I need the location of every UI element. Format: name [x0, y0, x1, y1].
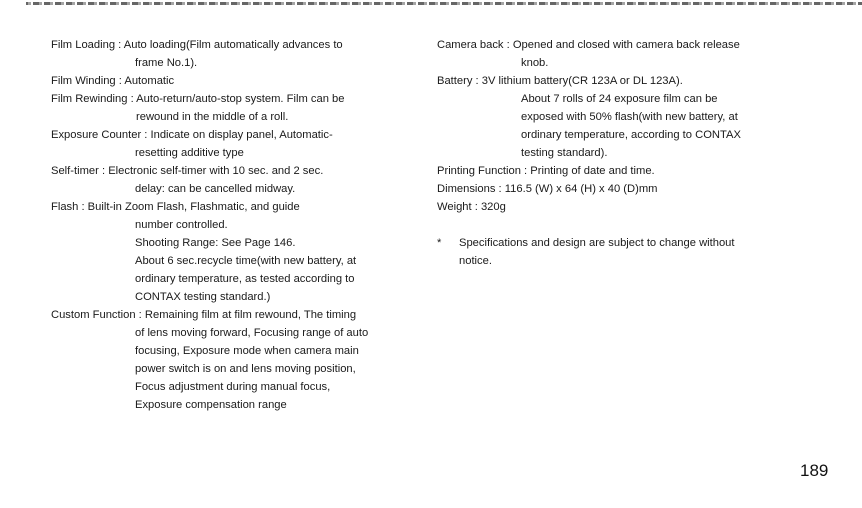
spec-line: ordinary temperature, as tested according to [135, 273, 355, 285]
spec-line: Exposure compensation range [135, 399, 287, 411]
spec-line: frame No.1). [135, 57, 198, 69]
spec-line: Film Rewinding : Auto-return/auto-stop system. Film can be [51, 93, 345, 105]
left-spec-column [51, 36, 401, 414]
spec-line: of lens moving forward, Focusing range of auto [135, 327, 369, 339]
spec-flash [51, 198, 401, 306]
specification-note [437, 234, 807, 270]
spec-exposure-counter [51, 126, 401, 162]
right-spec-column [437, 36, 807, 270]
spec-camera-back [437, 36, 807, 72]
spec-line: Weight : 320g [437, 201, 506, 213]
note-line: Specifications and design are subject to change without [459, 237, 735, 249]
spec-film-winding [51, 72, 401, 90]
spec-line: testing standard). [521, 147, 608, 159]
spec-line: knob. [521, 57, 549, 69]
spec-line: Focus adjustment during manual focus, [135, 381, 331, 393]
top-rule [0, 2, 862, 5]
spec-line: resetting additive type [135, 147, 244, 159]
spec-dimensions [437, 180, 807, 198]
spec-line: rewound in the middle of a roll. [136, 111, 289, 123]
page-number: 189 [800, 461, 829, 480]
note-line: notice. [459, 255, 492, 267]
spec-line: number controlled. [135, 219, 228, 231]
spec-line: Film Winding : Automatic [51, 75, 175, 87]
spec-custom-function [51, 306, 401, 414]
spec-line: focusing, Exposure mode when camera main [135, 345, 359, 357]
spec-printing-function [437, 162, 807, 180]
spec-line: Self-timer : Electronic self-timer with 10 sec. and 2 sec. [51, 165, 324, 177]
spec-line: Flash : Built-in Zoom Flash, Flashmatic, and guide [51, 201, 300, 213]
spec-line: Dimensions : 116.5 (W) x 64 (H) x 40 (D)mm [437, 183, 658, 195]
spec-line: Camera back : Opened and closed with camera back release [437, 39, 740, 51]
note-bullet: * [437, 237, 442, 249]
spec-line: About 6 sec.recycle time(with new battery, at [135, 255, 357, 267]
spec-self-timer [51, 162, 401, 198]
spec-line: Film Loading : Auto loading(Film automatically advances to [51, 39, 343, 51]
spec-line: Printing Function : Printing of date and time. [437, 165, 655, 177]
spec-line: delay: can be cancelled midway. [135, 183, 296, 195]
spec-weight [437, 198, 807, 216]
spec-battery [437, 72, 807, 162]
spec-line: CONTAX testing standard.) [135, 291, 271, 303]
spec-film-rewinding [51, 90, 401, 126]
spec-line: ordinary temperature, according to CONTAX [521, 129, 741, 141]
spec-line: Custom Function : Remaining film at film rewound, The timing [51, 309, 357, 321]
spec-line: Battery : 3V lithium battery(CR 123A or DL 123A). [437, 75, 683, 87]
spec-line: power switch is on and lens moving position, [135, 363, 356, 375]
spec-line: Shooting Range: See Page 146. [135, 237, 296, 249]
spec-line: About 7 rolls of 24 exposure film can be [521, 93, 718, 105]
spec-line: Exposure Counter : Indicate on display panel, Automatic- [51, 129, 333, 141]
spec-film-loading [51, 36, 401, 72]
spec-line: exposed with 50% flash(with new battery, at [521, 111, 738, 123]
